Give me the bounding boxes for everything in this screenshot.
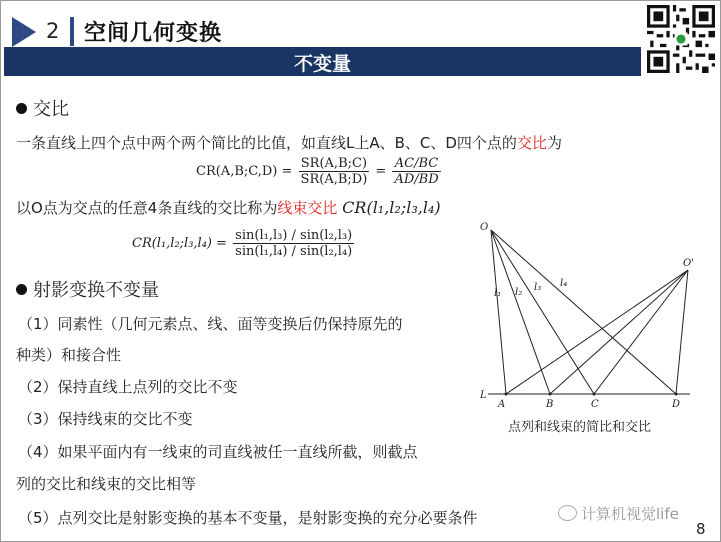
formula2-numerator: sin(l₁,l₃) / sin(l₂,l₃) <box>235 228 353 243</box>
cross-ratio-heading <box>16 95 69 121</box>
invariant-item: （3）保持线束的交比不变 <box>18 410 193 428</box>
cross-ratio-definition <box>16 132 562 153</box>
section-number: 2 <box>46 19 60 43</box>
line-OA <box>491 230 506 394</box>
subtitle-banner <box>4 47 641 76</box>
line-O2B <box>550 270 688 394</box>
label-l2: l₂ <box>515 287 523 298</box>
section-title: 空间几何变换 <box>84 21 223 46</box>
label-l1: l₁ <box>494 288 502 299</box>
header-divider <box>70 17 74 46</box>
definition-highlight: 交比 <box>516 134 547 152</box>
pencil-cross-ratio-definition <box>16 197 441 218</box>
qr-code-icon <box>647 5 715 73</box>
invariant-item: （1）同素性（几何元素点、线、面等变换后仍保持原先的 <box>18 315 403 333</box>
invariants-heading <box>16 276 159 302</box>
invariants-heading-text: 射影变换不变量 <box>33 280 159 301</box>
pencil-diagram <box>478 220 710 415</box>
label-C: C <box>591 399 599 410</box>
page-number: 8 <box>696 520 706 538</box>
formula1-f1-denominator: SR(A,B;D) <box>300 172 368 187</box>
formula1-f1-numerator: SR(A,B;C) <box>299 156 370 172</box>
label-D: D <box>672 399 681 410</box>
cross-ratio-formula <box>196 156 443 187</box>
label-l4: l₄ <box>560 278 568 289</box>
line-OB <box>491 230 550 394</box>
invariant-item: （4）如果平面内有一线束的司直线被任一直线所截，则截点 <box>18 443 418 461</box>
formula1-fraction1 <box>299 156 370 187</box>
invariant-item: 列的交比和线束的交比相等 <box>16 475 197 493</box>
line-O2C <box>594 270 688 394</box>
definition-text: 一条直线上四个点中两个两个简比的比值，如直线L上A、B、C、D四个点的 <box>16 134 517 152</box>
formula2-denominator: sin(l₁,l₄) / sin(l₂,l₄) <box>235 244 353 259</box>
watermark <box>558 503 679 524</box>
formula2-lhs: CR(l₁,l₂;l₃,l₄) = <box>132 236 228 251</box>
invariant-item: （2）保持直线上点列的交比不变 <box>18 378 238 396</box>
line-O2D <box>676 270 688 394</box>
banner-title: 不变量 <box>293 53 351 75</box>
pencil-definition-highlight: 线束交比 <box>277 199 338 217</box>
pencil-expression: CR(l₁,l₂;l₃,l₄) <box>342 198 441 217</box>
watermark-text: 计算机视觉life <box>581 505 679 523</box>
bullet-icon <box>16 103 27 114</box>
label-A: A <box>498 399 506 410</box>
wechat-icon <box>558 505 577 521</box>
definition-text-end: 为 <box>546 134 562 152</box>
label-L: L <box>480 390 487 401</box>
pencil-definition-text: 以O点为交点的任意4条直线的交比称为 <box>16 199 278 217</box>
formula2-fraction <box>233 228 354 259</box>
bullet-icon <box>16 284 27 295</box>
formula1-f2-denominator: AD/BD <box>394 172 439 187</box>
formula1-equals: = <box>375 164 387 179</box>
formula1-f2-numerator: AC/BC <box>392 156 440 172</box>
label-O-prime: O' <box>683 258 694 269</box>
invariant-item: （5）点列交比是射影变换的基本不变量，是射影变换的充分必要条件 <box>18 509 478 527</box>
pencil-cross-ratio-formula <box>132 228 356 259</box>
label-l3: l₃ <box>534 282 542 293</box>
formula1-fraction2 <box>392 156 440 187</box>
formula1-lhs: CR(A,B;C,D) = <box>196 164 293 179</box>
cross-ratio-heading-text: 交比 <box>33 99 69 120</box>
triangle-arrow-icon <box>12 17 36 47</box>
label-O: O <box>480 222 489 233</box>
line-OD <box>491 230 676 394</box>
diagram-caption: 点列和线束的简比和交比 <box>508 420 652 435</box>
invariant-item: 种类）和接合性 <box>16 346 122 364</box>
label-B: B <box>546 399 554 410</box>
